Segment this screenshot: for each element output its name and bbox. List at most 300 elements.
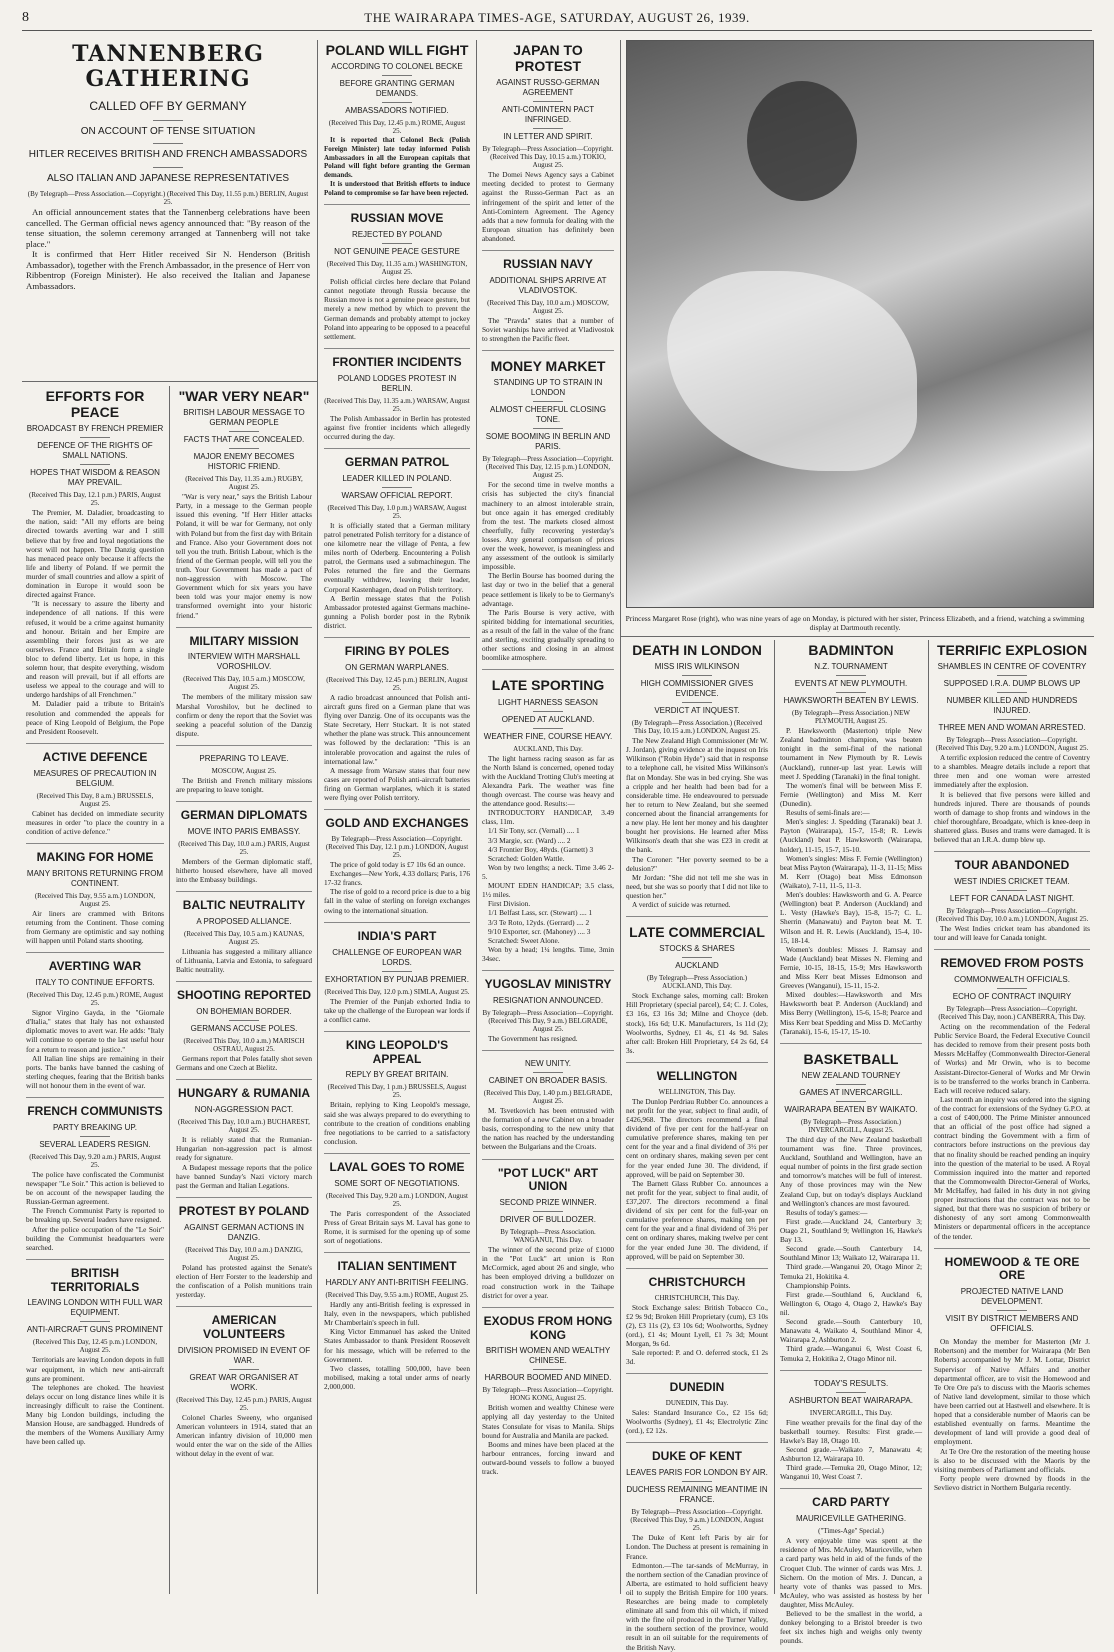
divider <box>997 675 1027 676</box>
article-paragraph: Sale reported: P. and O. deferred stock, £1 2s 3d. <box>626 1348 768 1367</box>
article <box>176 1197 312 1299</box>
subheadline: AGAINST RUSSO-GERMAN AGREEMENT <box>496 78 600 98</box>
article <box>26 952 164 1090</box>
article-paragraph: The police have confiscated the Communist newspaper "Le Soir." This action is believed to be on account of the newspaper lauding the Russian-German agreement. <box>26 1169 164 1207</box>
article <box>626 1062 768 1261</box>
subheadline: SOME SORT OF NEGOTIATIONS. <box>334 1178 460 1188</box>
divider <box>533 1072 563 1073</box>
dateline: (Received This Day, 11.35 a.m.) WARSAW, August 25. <box>324 396 470 413</box>
subheadline: IN LETTER AND SPIRIT. <box>503 132 593 142</box>
article <box>934 949 1090 1240</box>
column-rule <box>774 640 775 1594</box>
dateline: (Received This Day, 10.0 a.m.) DANZIG, August 25. <box>185 1245 303 1262</box>
article-paragraph: A radio broadcast announced that Polish anti-aircraft guns fired on a German plane that was flying over Danzig. One of its occupants was the State Secretary, Herr Stuckart. It is not stated whether the plane was struck. This announcement was followed by the declaration: "This is an intolerable provocation and against the rules of international law." <box>324 692 470 766</box>
subheadline: ALMOST CHEERFUL CLOSING TONE. <box>489 405 607 425</box>
article <box>176 1306 312 1458</box>
article <box>324 1153 470 1245</box>
article <box>324 1252 470 1391</box>
article-paragraph: The Polish Ambassador in Berlin has protested against five frontier incidents which allegedly occurred during the day. <box>324 413 470 441</box>
subheadline: RESIGNATION ANNOUNCED. <box>492 995 604 1005</box>
article-paragraph: On Monday the member for Masterton (Mr J. Robertson) and the member for Wairarapa (Mr Ben Roberts) accompanied by Mr J. M. Lottar, District Supervisor of Native Affairs and another departmental officer, are to visit the Homewood and Te Ore Ore pa's to discuss with the Maoris schemes of Native land development, similar to those which have been carried out at Hastwell and elsewhere. It is hoped that a considerable number of Maoris can be established eventually on farms. Meantime the development of land will provide a good deal of employment. <box>934 1337 1090 1447</box>
article-paragraph: Third grade.—Wanganui 20, Otago Minor 2; Temuka 21, Hokitika 4. <box>780 1262 922 1281</box>
headline: FIRING BY POLES <box>344 644 450 659</box>
article-paragraph: 1/1 Belfast Lass, scr. (Stewart) .... 1 <box>488 908 593 918</box>
headline: LATE SPORTING <box>491 677 605 694</box>
subheadline: REPLY BY GREAT BRITAIN. <box>345 1070 449 1080</box>
dateline: By Telegraph—Press Association—Copyright. (Received This Day, 9.20 a.m.) LONDON, August 25. <box>935 736 1089 753</box>
article-paragraph: The light harness racing season as far as the North Island is concerned, opened today with the Auckland Trotting Club's meeting at Alexandra Park. The weather was fine though overcast. The course was heavy and the attendance good. Results:— <box>482 753 614 809</box>
article <box>324 348 470 441</box>
headline: TOUR ABANDONED <box>954 858 1070 873</box>
article <box>26 843 164 945</box>
divider <box>997 890 1027 891</box>
article-paragraph: Second grade.—South Canterbury 14, Southland Minor 13; Waikato 12, Wairarapa 11. <box>780 1244 922 1263</box>
article-paragraph: 1/1 Sir Tony, scr. (Vernall) .... 1 <box>488 826 580 836</box>
subheadline: WEST INDIES CRICKET TEAM. <box>954 876 1070 886</box>
dateline: CHRISTCHURCH, This Day. <box>654 1293 740 1302</box>
article <box>26 1259 164 1447</box>
article <box>324 922 470 1024</box>
article-paragraph: Women's doubles: Misses J. Ramsay and Wade (Auckland) beat Misses N. Fleming and Fernie, 10-15, 18-15, 15-9; Mrs Hawksworth and Miss Kerr beat Misses Edmonson and Greeves (Wanganui), 15-11, 15-2. <box>780 944 922 991</box>
article <box>482 1050 614 1152</box>
column-3 <box>320 40 474 1594</box>
subheadline: SEVERAL LEADERS RESIGN. <box>39 1139 151 1149</box>
subheadline: SOME BOOMING IN BERLIN AND PARIS. <box>485 432 611 452</box>
subheadline: ECHO OF CONTRACT INQUIRY <box>952 992 1072 1001</box>
subheadline: EXHORTATION BY PUNJAB PREMIER. <box>325 974 469 984</box>
article-paragraph: Cabinet has decided on immediate security measures in order "to place the country in a condition of active defence." <box>26 808 164 836</box>
subheadline: INTERVIEW WITH MARSHALL VOROSHILOV. <box>187 652 301 672</box>
divider <box>533 101 563 102</box>
article-paragraph: The Paris correspondent of the Associated Press of Great Britain says M. Laval has gone to Rome, it is surmised for the opening up of some sort of negotiations. <box>324 1208 470 1246</box>
divider <box>153 167 183 168</box>
article <box>324 448 470 630</box>
article-paragraph: Stock Exchange sales, morning call: Broken Hill Proprietary (special parcel), £4; C. J. Coles, £3 16s, £3 16s 3d; Milne and Choyce (deb. stock), 16s 6d; U.K. Manufacturers, 1s 11d (2); Woolworths, Sydney, £1 4s, £1 4s 9d. Sales after call: Broken Hill Proprietary, £4 2s 6d, £4 3s. <box>626 991 768 1055</box>
subheadline: ACCORDING TO COLONEL BECKE <box>331 62 463 72</box>
subheadline: POLAND LODGES PROTEST IN BERLIN. <box>337 373 457 393</box>
subheadline: PROJECTED NATIVE LAND DEVELOPMENT. <box>960 1287 1064 1307</box>
article <box>324 637 470 802</box>
dateline: By Telegraph—Press Association—Copyright. (Received This Day, 12.15 p.m.) LONDON, August 25. <box>482 455 614 480</box>
article <box>176 627 312 738</box>
article-paragraph: It is reliably stated that the Rumanian-Hungarian non-aggression pact is almost ready for signature. <box>176 1135 312 1163</box>
dateline: (By Telegraph—Press Association.) NEW PLYMOUTH, August 25. <box>792 709 910 726</box>
divider <box>533 128 563 129</box>
article-paragraph: Signor Virgino Gayda, in the "Giornale d'Italia," states that Italy has not exhausted diplomatic moves to avert war. He adds: "Italy will continue to operate to the last useful hour for a return to reason and justice." <box>26 1008 164 1054</box>
headline: MONEY MARKET <box>490 358 606 375</box>
dateline: (Received This Day, 10.5 a.m.) MOSCOW, August 25. <box>183 675 305 692</box>
dateline: (Received This Day, 12.45 p.m.) LONDON, August 25. <box>32 1338 158 1355</box>
subheadline: HOPES THAT WISDOM & REASON MAY PREVAIL. <box>30 468 160 488</box>
column-tannenberg <box>22 40 314 378</box>
article-paragraph: Second grade.—Waikato 7, Manawatu 4; Ashburton 12, Wairarapa 10. <box>780 1444 922 1464</box>
article-paragraph: The women's final will be between Miss F. Fernie (Wellington) and Miss M. Kerr (Dunedin). <box>780 780 922 808</box>
article <box>26 42 310 291</box>
headline: GERMAN PATROL <box>344 455 450 470</box>
divider <box>382 102 412 103</box>
dateline: (Received This Day, 11.35 a.m.) WASHINGTON, August 25. <box>326 260 468 277</box>
article-paragraph: MOUNT EDEN HANDICAP; 3.5 class, 1½ miles. <box>482 881 614 900</box>
article-paragraph: 9/10 Exporter, scr. (Mahoney) .... 3 <box>488 926 591 936</box>
article-paragraph: The third day of the New Zealand basketball tournament was fine. Three provinces, Auckland, Southland and Wellington, have an equal number of points in the first grade section and tomorrow's matches will be full of interest. Any of those provinces may win the New Zealand Cup, but on today's displays Auckland and Wellington's chances are most favoured. <box>780 1134 922 1208</box>
article <box>482 669 614 963</box>
subheadline: ASHBURTON BEAT WAIRARAPA. <box>789 1395 913 1405</box>
headline: PROTEST BY POLAND <box>178 1203 310 1218</box>
dateline: (Received This Day, 9.20 a.m.) PARIS, August 25. <box>29 1152 161 1169</box>
article-paragraph: Edmonton.—The tar-sands of McMurray, in the northern section of the Canadian province of Alberta, are estimated to hold sufficient heavy oil to supply the British Empire for 100 years. Researches are being made to completely eliminate all sand from this oil which, if mixed with the fine oil produced in the Turner Valley, in the southern section of the province, would result in an oil suitable for the requirements of the British Navy. <box>626 1560 768 1652</box>
subheadline: REJECTED BY POLAND <box>351 230 443 240</box>
page-number: 8 <box>22 10 30 25</box>
dateline: (Received This Day, 10.0 a.m.) MOSCOW, August 25. <box>487 298 609 315</box>
article-paragraph: The Duke of Kent left Paris by air for London. The Duchess at present is remaining in France. <box>626 1533 768 1561</box>
article <box>780 1488 922 1645</box>
article <box>626 1442 768 1651</box>
article <box>26 1097 164 1252</box>
column-7 <box>930 640 1094 1594</box>
subheadline: DIVISION PROMISED IN EVENT OF WAR. <box>177 1345 311 1365</box>
article-paragraph: Poland has protested against the Senate's election of Herr Forster to the leadership and the confiscation of a Polish munitions train yesterday. <box>176 1262 312 1300</box>
subheadline: ADDITIONAL SHIPS ARRIVE AT VLADIVOSTOK. <box>489 275 607 295</box>
dateline: (Received This Day, 9.55 a.m.) ROME, August 25. <box>325 1291 469 1299</box>
headline: LAVAL GOES TO ROME <box>329 1159 465 1174</box>
divider <box>382 971 412 972</box>
photo-princesses-image <box>626 40 1094 608</box>
divider <box>153 143 183 144</box>
article-paragraph: King Victor Emmanuel has asked the United States Ambassador to thank President Roosevelt for his message, which will be referred to the Government. <box>324 1327 470 1364</box>
article <box>780 1370 922 1482</box>
article-paragraph: The Paris Bourse is very active, with spirited bidding for international securities, as a result of the fall in the value of the franc and sterling, exciting gradually spreading to other sections and closing in an almost boomlike atmosphere. <box>482 607 614 663</box>
article-paragraph: The members of the military mission saw Marshal Voroshilov, but he declined to confirm or deny the report that the Soviet was seeking a peaceful solution of the Danzig dispute. <box>176 692 312 738</box>
subheadline: GERMANS ACCUSE POLES. <box>190 1024 298 1034</box>
subheadline: SECOND PRIZE WINNER. <box>499 1198 597 1208</box>
divider <box>229 448 259 449</box>
article-paragraph: The winner of the second prize of £1000 in the "Pot Luck" art union is Ron McCormick, aged about 26 and single, who has been employed driving a bulldozer on road construction work in the Taihape district for over a year. <box>482 1245 614 1300</box>
dateline: By Telegraph—Press Association. WANGANUI, This Day. <box>500 1228 596 1245</box>
subheadline: N.Z. TOURNAMENT <box>814 662 888 672</box>
article <box>176 891 312 974</box>
dateline: (By Telegraph—Press Association.) AUCKLAND, This Day. <box>646 974 748 991</box>
subheadline: ITALY TO CONTINUE EFFORTS. <box>35 978 155 988</box>
headline: YUGOSLAV MINISTRY <box>484 977 612 992</box>
article-paragraph: Mr Jordan: "She did not tell me she was in need, but she was so poorly that I did not like to question her." <box>626 872 768 900</box>
article <box>482 42 614 243</box>
subheadline: MOVE INTO PARIS EMBASSY. <box>187 826 301 836</box>
subheadline: NUMBER KILLED AND HUNDREDS INJURED. <box>946 696 1078 716</box>
subheadline: GAMES AT INVERCARGILL. <box>799 1087 903 1097</box>
divider <box>533 728 563 729</box>
subheadline: NEW ZEALAND TOURNEY <box>801 1070 901 1080</box>
article <box>482 1307 614 1476</box>
divider <box>836 1101 866 1102</box>
headline: SHOOTING REPORTED <box>176 988 311 1003</box>
article-paragraph: For the second time in twelve months a crisis has subjected the city's financial machinery to an almost intolerable strain, but once again it has emerged creditably from the test. The markets closed almost cheerfully, fully recovering yesterday's losses. Any general comparison of prices over the week, however, is meaningless and any assessment of the outlook is similarly impossible. <box>482 480 614 572</box>
divider <box>682 702 712 703</box>
subheadline: NON-AGGRESSION PACT. <box>194 1105 294 1115</box>
headline: LATE COMMERCIAL <box>629 924 765 941</box>
divider <box>229 1020 259 1021</box>
article <box>934 642 1090 844</box>
subheadline: ANTI-COMINTERN PACT INFRINGED. <box>501 105 595 125</box>
subheadline: HIGH COMMISSIONER GIVES EVIDENCE. <box>640 679 754 699</box>
article-paragraph: The Domei News Agency says a Cabinet meeting decided to protest to Germany against the Russo-German Pact as an infringement of the spirit and letter of the Anti-Comintern Agreement. The Agency adds that a new formula for dealing with the European situation has definitely been abandoned. <box>482 170 614 243</box>
article <box>26 743 164 836</box>
article-paragraph: A Budapest message reports that the police have banned Sunday's Nazi victory march past the German and Italian Legations. <box>176 1162 312 1190</box>
column-1 <box>22 386 168 1594</box>
article-paragraph: It is officially stated that a German military patrol penetrated Polish territory for a distance of one kilometre near the village of Penta, a few miles north of Oderberg. Encountering a Polish patrol, the Germans used a submachinegun. The Poles returned the fire and the Germans eventually withdrew, leaving their leader, Corporal Kastenhagen, dead on Polish territory. <box>324 520 470 594</box>
article-paragraph: British women and wealthy Chinese were applying all day yesterday to the United States Consulate for visas to Manila. Ships bound for Australia and Manila are packed. <box>482 1403 614 1440</box>
column-rule <box>476 40 477 1594</box>
article-paragraph: Stock Exchange sales: British Tobacco Co., £2 9s 9d; Broken Hill Proprietary (cum), £3 10s (2), £3 11s (2), £3 10s 6d; Woolworths, Sydney (ord.), £1 4s; Mount Lyell, £1 7s 3d; Mount Morgan, 9s 6d. <box>626 1302 768 1349</box>
dateline: By Telegraph—Press Association—Copyright. (Received This Day, 10.0 a.m.) LONDON, August 25. <box>935 906 1089 923</box>
headline: GOLD AND EXCHANGES <box>325 816 469 831</box>
article-paragraph: The Barnett Glass Rubber Co. announces a net profit for the year, subject to final audit, of £37,207. The directors recommend a final dividend of six per cent for the full-year on cumulative preference shares, making ten per cent for the year and a final dividend of 3½ per cent on ordinary shares, making twelve per cent for the year ended June 30. The dividend, if approved, will be paid on September 30. <box>626 1178 768 1261</box>
subheadline: MANY BRITONS RETURNING FROM CONTINENT. <box>26 868 164 888</box>
article-paragraph: "War is very near," says the British Labour Party, in a message to the German people issued this evening. "If Herr Hitler attacks Poland, it will be war for Germany, not only with Poland but from the first day with Britain and France. Also your Government does not tell you the truth. British Labour, which is the friend of the German people, will tell you the truth. Your Government has made a pact of non-aggression with Moscow. The Government which for six years you have been told was your major enemy is now transformed overnight into your historic friend." <box>176 492 312 620</box>
dateline: (Received This Day, 8 a.m.) BRUSSELS, August 25. <box>36 791 154 808</box>
column-rule <box>169 386 170 1594</box>
subheadline: STANDING UP TO STRAIN IN LONDON <box>493 378 603 398</box>
article-paragraph: The "Pravda" states that a number of Soviet warships have arrived at Vladivostok to strengthen the Pacific fleet. <box>482 315 614 344</box>
subheadline: CHALLENGE OF EUROPEAN WAR LORDS. <box>332 947 462 967</box>
article-paragraph: The French Communist Party is reported to be breaking up. Several leaders have resigned. <box>26 1206 164 1225</box>
dateline: (Received This Day, 12.0 p.m.) SIMLA, August 25. <box>324 987 470 996</box>
subheadline: ON GERMAN WARPLANES. <box>345 662 449 672</box>
article-paragraph: A very enjoyable time was spent at the residence of Mrs. McAuley, Mauriceville, when a card party was held in aid of the funds of the Croquet Club. The winner of cards was Mrs. J. Sichern. On the motion of Mrs. J. Duncan, a hearty vote of thanks was passed to Mrs. McAuley, who was assisted as hostess by her daughter, Miss McAuley. <box>780 1536 922 1609</box>
subheadline: MEASURES OF PRECAUTION IN BELGIUM. <box>33 768 157 788</box>
headline: REMOVED FROM POSTS <box>940 956 1084 971</box>
headline: "WAR VERY NEAR" <box>178 388 310 404</box>
article-paragraph: Acting on the recommendation of the Federal Public Service Board, the Federal Executive Council has decided to remove from their present posts both Messrs McHaffey (Commonwealth Director-General of Works) and Mr Orwin, who is to become Assistant-Director-General of Works and Mr Orwin is to be transferred to the works branch in Canberra. Each will receive reduced salary. <box>934 1022 1090 1095</box>
article-paragraph: Results of semi-finals are:— <box>786 808 870 818</box>
dateline: ("Times-Age" Special.) <box>818 1527 884 1536</box>
divider <box>533 711 563 712</box>
article <box>26 388 164 736</box>
divider <box>229 431 259 432</box>
article-paragraph: The Premier, M. Daladier, broadcasting to the nation, said: "All my efforts are being directed towards averting war and I still believe that by free and loyal negotiations the worst will not happen. The Danzig question has menaced peace only because it affects the life and liberty of Poland. If we permit the murder of small countries and allow a spirit of domination in Europe it would soon be directed against France. <box>26 508 164 600</box>
dateline: (Received This Day, 9.20 a.m.) LONDON, August 25. <box>326 1191 468 1208</box>
subheadline: AMBASSADORS NOTIFIED. <box>345 106 449 116</box>
article-paragraph: The telephones are choked. The heaviest delays occur on long distance lines while it is increasingly difficult to raise the Continent. Many big London buildings, including the Mansion House, are sandbagged. Hundreds of the members of the Womens Auxiliary Army have been called up. <box>26 1382 164 1447</box>
divider <box>997 988 1027 989</box>
headline: BALTIC NEUTRALITY <box>182 898 306 913</box>
dateline: By Telegraph—Press Association—Copyright. (Received This Day, noon.) CANBERRA, This Day. <box>938 1005 1086 1021</box>
dateline: (By Telegraph—Press Association.) (Received This Day, 10.15 a.m.) LONDON, August 25. <box>631 719 763 736</box>
headline: FRONTIER INCIDENTS <box>332 354 462 369</box>
article <box>176 1079 312 1189</box>
divider <box>533 1211 563 1212</box>
dateline: DUNEDIN, This Day. <box>665 1399 729 1408</box>
subheadline: MISS IRIS WILKINSON <box>654 662 740 672</box>
subheadline: VISIT BY DISTRICT MEMBERS AND OFFICIALS. <box>945 1314 1079 1334</box>
dateline: WELLINGTON, This Day. <box>658 1087 736 1096</box>
photograph <box>626 40 1094 608</box>
subheadline: COMMONWEALTH OFFICIALS. <box>954 975 1070 984</box>
dateline: (Received This Day, 1.0 p.m.) WARSAW, August 25. <box>327 503 467 520</box>
column-2 <box>172 386 316 1594</box>
subheadline: EVENTS AT NEW PLYMOUTH. <box>794 679 908 689</box>
dateline: (Received This Day, 12.1 p.m.) PARIS, August 25. <box>29 491 161 508</box>
article-paragraph: 4/3 Frontier Boy, 48yds. (Garnett) 3 <box>488 844 594 854</box>
subheadline: THREE MEN AND WOMAN ARRESTED. <box>938 723 1086 733</box>
subheadline: PARTY BREAKING UP. <box>53 1122 137 1132</box>
article-paragraph: Third grade.—Wanganui 6, West Coast 6, Temuka 2, Hokitika 2, Otago Minor nil. <box>780 1344 922 1363</box>
subheadline: WARSAW OFFICIAL REPORT. <box>341 490 453 500</box>
column-rule <box>317 40 318 1594</box>
subheadline: BRITISH LABOUR MESSAGE TO GERMAN PEOPLE <box>183 408 305 428</box>
article <box>934 1248 1090 1492</box>
dateline: AUCKLAND, This Day. <box>513 744 583 753</box>
divider <box>382 243 412 244</box>
article-paragraph: All Italian line ships are remaining in their ports. The banks have banned the cashing of sterling cheques, fearing that the British banks will not honour them in the event of war. <box>26 1053 164 1090</box>
divider <box>533 1369 563 1370</box>
article-paragraph: M. Daladier paid a tribute to Britain's resolution and commended the appeals for peace of King Leopold of Belgium, the Pope and President Roosevelt. <box>26 699 164 736</box>
dateline: (Received This Day, 12.45 p.m.) BERLIN, August 25. <box>326 675 468 692</box>
subheadline: ANTI-AIRCRAFT GUNS PROMINENT <box>26 1325 164 1335</box>
subheadline: PREPARING TO LEAVE. <box>199 753 289 763</box>
dateline: (Received This Day, 10.0 a.m.) MARISCH OSTRAU, August 25. <box>183 1037 305 1054</box>
headline: BADMINTON <box>808 642 894 658</box>
subheadline: NEW UNITY. <box>524 1058 572 1068</box>
headline: CARD PARTY <box>812 1495 890 1510</box>
article-paragraph: The Coroner: "Her poverty seemed to be a delusion?" <box>626 854 768 873</box>
article-paragraph: Two classes, totalling 500,000, have been mobilised, making a total under arms of nearly 2,000,000. <box>324 1363 470 1391</box>
article-paragraph: First Division. <box>488 899 531 909</box>
dateline: (Received This Day, 12.45 p.m.) PARIS, August 25. <box>176 1395 312 1412</box>
article-paragraph: 3/3 Te Roto, 12yds. (Gerrard) .... 2 <box>488 917 590 927</box>
dateline: (Received This Day, 11.35 a.m.) RUGBY, August 25. <box>185 475 303 492</box>
article-paragraph: Championship Points. <box>786 1280 851 1290</box>
subheadline: DUCHESS REMAINING MEANTIME IN FRANCE. <box>626 1485 768 1505</box>
article <box>626 1268 768 1367</box>
article <box>780 642 922 1036</box>
article <box>324 1031 470 1146</box>
subheadline: ALSO ITALIAN AND JAPANESE REPRESENTATIVES <box>46 172 290 184</box>
subheadline: MAURICEVILLE GATHERING. <box>795 1514 907 1524</box>
headline: BASKETBALL <box>803 1050 899 1067</box>
divider <box>533 428 563 429</box>
article-paragraph: Air liners are crammed with Britons returning from the Continent. Those coming from Germany are optimistic and say nothing will happen until Poland starts shooting. <box>26 908 164 946</box>
photo-caption: Princess Margaret Rose (right), who was nine years of age on Monday, is pictured with her sister, Princess Elizabeth, and a friend, watching a swimming display at Dartmouth recently. <box>625 614 1085 633</box>
divider <box>382 75 412 76</box>
headline: POLAND WILL FIGHT <box>325 42 469 58</box>
article-paragraph: The price of gold today is £7 10s 6d an ounce. <box>330 860 466 870</box>
divider <box>80 1321 110 1322</box>
article <box>176 388 312 620</box>
article-paragraph: After the police occupation of the "Le Soir" building the Communist headquarters were searched. <box>26 1224 164 1252</box>
article-paragraph: Scratched: Sweet Alone. <box>488 935 560 945</box>
dateline: By Telegraph—Press Association—Copyright. (Received This Day, 9 a.m.) LONDON, August 25. <box>630 1508 764 1533</box>
article-paragraph: Lithuania has suggested a military alliance of Lithuania, Latvia and Estonia, to safeguard Baltic neutrality. <box>176 947 312 975</box>
article-paragraph: Exchanges—New York, 4.33 dollars; Paris, 176 17-32 francs. <box>324 869 470 888</box>
subheadline: BRITISH WOMEN AND WEALTHY CHINESE. <box>485 1346 611 1366</box>
subheadline: CALLED OFF BY GERMANY <box>89 98 247 113</box>
article-paragraph: Booms and mines have been placed at the harbour entrances, forcing inward and outward-bound vessels to follow a buoyed track. <box>482 1439 614 1477</box>
divider <box>997 1310 1027 1311</box>
article-paragraph: A verdict of suicide was returned. <box>632 900 731 910</box>
article <box>626 1373 768 1435</box>
article-paragraph: A terrific explosion reduced the centre of Coventry to a shambles. Meagre details include a report that three men and one woman were arrested immediately after the explosion. <box>934 753 1090 790</box>
article-paragraph: P. Hawksworth (Masterton) triple New Zealand badminton champion, was beaten tonight in the semi-final of the national tournament in New Plymouth by R. Lewis (Auckland), runner-up last year. Lewis will meet J. Spedding (Taranaki) in the final tonight. <box>780 726 922 781</box>
article-paragraph: The West Indies cricket team has abandoned its tour and will leave for Canada tonight. <box>934 923 1090 943</box>
article <box>176 801 312 884</box>
subheadline: CABINET ON BROADER BASIS. <box>488 1075 608 1085</box>
headline: DUKE OF KENT <box>652 1449 742 1464</box>
article-paragraph: "It is necessary to assure the liberty and independence of all nations. If this were refused, it would be a crime against humanity and honour. Britain and her Empire are assembling their forces just as we are ourselves. France and Britain form a single bloc to defend liberty. Let us hope, in this solemn hour, that despite everything, wisdom and reason will prevail, but if all efforts are useless we appeal to the courage and will to undergo hardships of all Frenchmen." <box>26 599 164 700</box>
subheadline: VERDICT AT INQUEST. <box>654 706 740 716</box>
article-paragraph: The New Zealand High Commissioner (Mr W. J. Jordan), giving evidence at the inquest on Iris Wilkinson ("Robin Hyde") said that in response to a telephone call, he visited Miss Wilkinson's flat on Monday. She was in bed crying. She was a cripple and her health had been bad for a considerable time. He endeavoured to persuade her to return to New Zealand, but she seemed concerned about the financial arrangements for a new play. He lent her money and his daughter bought her provisions. He learned after Miss Wilkinson's death that she was £23 in credit at the bank. <box>626 736 768 855</box>
article-paragraph: Won by two lengths; a neck. Time 3.46 2-5. <box>482 862 614 881</box>
subheadline: NOT GENUINE PEACE GESTURE <box>334 247 460 257</box>
headline: FRENCH COMMUNISTS <box>27 1104 163 1119</box>
article-paragraph: Believed to be the smallest in the world, a donkey belonging to a Bristol breeder is two feet six inches high and weighs only twenty pounds. <box>780 1609 922 1646</box>
article-paragraph: Territorials are leaving London depots in full war equipment, in which new anti-aircraft guns are prominent. <box>26 1355 164 1383</box>
subheadline: GREAT WAR ORGANISER AT WORK. <box>189 1372 299 1392</box>
article-paragraph: Mixed doubles:—Hawksworth and Mrs Hawksworth beat P. Anderson (Auckland) and Miss Berry (Wellington), 15-6, 15-8; Pearce and Miss Kerr beat Spedding and Miss D. McCarthy (Taranaki), 15-6, 15-17, 15-10. <box>780 990 922 1036</box>
headline: MILITARY MISSION <box>189 633 299 648</box>
article-paragraph: The British and French military missions are preparing to leave tonight. <box>176 775 312 795</box>
masthead <box>22 8 1092 31</box>
column-rule <box>928 640 929 1594</box>
article-paragraph: INTRODUCTORY HANDICAP, 3.49 class, 11m. <box>482 808 614 827</box>
divider <box>836 1392 866 1393</box>
subheadline: LEADER KILLED IN POLAND. <box>342 473 452 483</box>
divider <box>153 120 183 121</box>
subheadline: AUCKLAND <box>675 961 719 971</box>
article <box>934 851 1090 942</box>
article-paragraph: Second grade.—South Canterbury 10, Manawatu 4, Waikato 4, Southland Minor 4, Wairarapa 2, Ashburton 2. <box>780 1317 922 1345</box>
divider <box>229 1369 259 1370</box>
article <box>176 981 312 1072</box>
subheadline: AGAINST GERMAN ACTIONS IN DANZIG. <box>184 1222 304 1242</box>
subheadline: SUPPOSED I.R.A. DUMP BLOWS UP <box>943 679 1081 689</box>
article <box>482 350 614 662</box>
column-5 <box>622 640 772 1652</box>
divider <box>682 957 712 958</box>
subheadline: A PROPOSED ALLIANCE. <box>196 917 292 927</box>
article-paragraph: Hardly any anti-British feeling is expressed in Italy, even in the newspapers, which published Mr Chamberlain's speech in full. <box>324 1300 470 1328</box>
article-paragraph: Results of today's games:— <box>786 1207 868 1217</box>
subheadline: HARBOUR BOOMED AND MINED. <box>484 1373 612 1383</box>
headline: JAPAN TO PROTEST <box>513 42 583 75</box>
article <box>324 42 470 197</box>
article-paragraph: The rise of gold to a record price is due to a big fall in the value of sterling on foreign exchanges owing to the international situation. <box>324 887 470 915</box>
dateline: By Telegraph—Press Association—Copyright. (Received This Day, 9 a.m.) BELGRADE, August 25. <box>482 1008 614 1033</box>
subheadline: LEFT FOR CANADA LAST NIGHT. <box>949 893 1075 903</box>
divider <box>836 675 866 676</box>
article-paragraph: Forty people were drowned by floods in the Sevlievo district in Northern Bulgaria recently. <box>934 1473 1090 1492</box>
newspaper-title: THE WAIRARAPA TIMES-AGE, SATURDAY, AUGUST 26, 1939. <box>364 10 750 25</box>
article-paragraph: Men's doubles: Hawksworth and G. A. Pearce (Wellington) beat P. Anderson (Auckland) and L. Vesty (Hawke's Bay), 15-8, 15-7; C. L. Sherrin (Manawatu) and Payton beat M. T. Wilson and H. R. Lewis (Auckland), 15-4, 10-15, 18-14. <box>780 890 922 945</box>
article-paragraph: It is understood that British efforts to induce Poland to compromise so far have been rejected. <box>324 179 470 197</box>
dateline: (Received This Day, 12.45 p.m.) ROME, August 25. <box>26 991 164 1008</box>
headline: "POT LUCK" ART UNION <box>497 1165 599 1194</box>
article-paragraph: Germans report that Poles fatally shot seven Germans and one Czech at Bielitz. <box>176 1054 312 1073</box>
article-paragraph: The Premier of the Punjab exhorted India to take up the challenge of the European war lords if a conflict came. <box>324 996 470 1024</box>
subheadline: BROADCAST BY FRENCH PREMIER <box>26 424 164 434</box>
subheadline: WEATHER FINE, COURSE HEAVY. <box>483 731 613 741</box>
headline: EXODUS FROM HONG KONG <box>483 1313 613 1342</box>
dateline: (Received This Day, 10.0 a.m.) BUCHAREST, August 25. <box>178 1118 310 1135</box>
headline: INDIA'S PART <box>357 928 437 943</box>
dateline: (Received This Day, 1 p.m.) BRUSSELS, August 25. <box>327 1083 467 1100</box>
article-paragraph: Fine weather prevails for the final day of the basketball tourney. Results: First grade.—Hawke's Bay 18, Otago 10. <box>780 1417 922 1445</box>
dateline: By Telegraph—Press Association—Copyright. (Received This Day, 10.15 a.m.) TOKIO, August 25. <box>482 145 614 170</box>
dateline: (Received This Day, 12.45 p.m.) ROME, August 25. <box>328 119 466 136</box>
headline: RUSSIAN NAVY <box>503 257 593 272</box>
headline: DEATH IN LONDON <box>632 642 762 658</box>
subheadline: OPENED AT AUCKLAND. <box>501 714 595 724</box>
divider <box>836 1084 866 1085</box>
